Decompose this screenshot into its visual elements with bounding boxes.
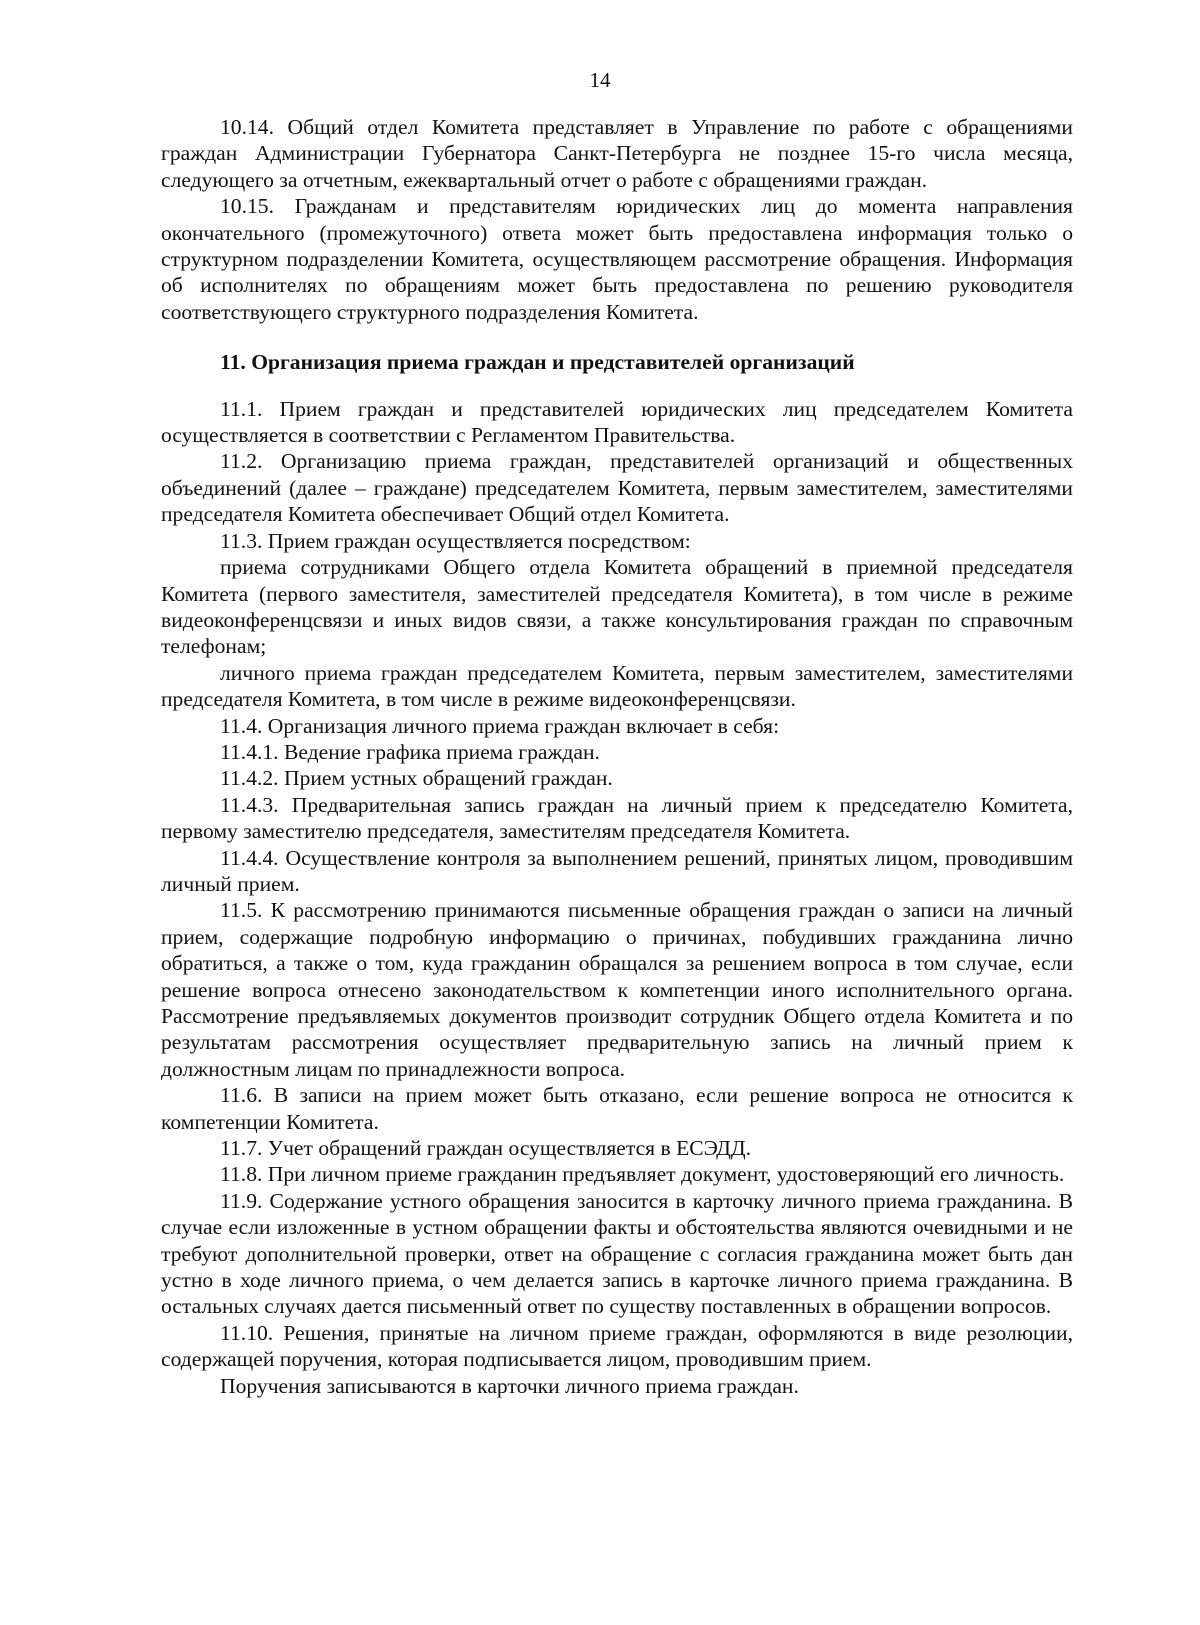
paragraph-11-2: 11.2. Организацию приема граждан, представителей организаций и общественных объединений (далее – граждане) председателем Комитета, первым заместителем, заместителями председателя Комитета обеспечивает Общий отдел Комитета. bbox=[161, 449, 1073, 527]
paragraph-11-10: 11.10. Решения, принятые на личном приеме граждан, оформляются в виде резолюции, содержащей поручения, которая подписывается лицом, проводившим прием. bbox=[161, 1320, 1073, 1372]
paragraph-11-4-2: 11.4.2. Прием устных обращений граждан. bbox=[220, 766, 613, 791]
paragraph-11-5: 11.5. К рассмотрению принимаются письменные обращения граждан о записи на личный прием, содержащие подробную информацию о причинах, побудивших гражданина лично обратиться, а также о том, куда гражданин обращался за решением вопроса в том случае, если решение вопроса отнесено законодательством к компетенции иного исполнительного органа. Рассмотрение предъявляемых документов производит сотрудник Общего отдела Комитета и по результатам рассмотрения осуществляет предварительную запись на личный прием к должностным лицам по принадлежности вопроса. bbox=[161, 898, 1073, 1081]
paragraph-11-4-1: 11.4.1. Ведение графика приема граждан. bbox=[220, 739, 600, 764]
paragraph-10-14: 10.14. Общий отдел Комитета представляет в Управление по работе с обращениями граждан Администрации Губернатора Санкт-Петербурга не позднее 15-го числа месяца, следующего за отчетным, ежеквартальный отчет о работе с обращениями граждан. bbox=[161, 115, 1073, 192]
paragraph-11-8: 11.8. При личном приеме гражданин предъявляет документ, удостоверяющий его личность. bbox=[220, 1162, 1065, 1187]
paragraph-10-15: 10.15. Гражданам и представителям юридических лиц до момента направления окончательного (промежуточного) ответа может быть предоставлена информация только о структурном подразделении Комитета, осуществляющем рассмотрение обращения. Информация об исполнителях по обращениям может быть предоставлена по решению руководителя соответствующего структурного подразделения Комитета. bbox=[161, 194, 1073, 324]
paragraph-11-3: 11.3. Прием граждан осуществляется посредством: bbox=[220, 528, 691, 553]
paragraph-11-6: 11.6. В записи на прием может быть отказано, если решение вопроса не относится к компетенции Комитета. bbox=[161, 1083, 1073, 1134]
paragraph-11-10-continuation: Поручения записываются в карточки личного приема граждан. bbox=[220, 1373, 799, 1398]
paragraph-11-1: 11.1. Прием граждан и представителей юридических лиц председателем Комитета осуществляется в соответствии с Регламентом Правительства. bbox=[161, 396, 1073, 448]
paragraph-11-4-3: 11.4.3. Предварительная запись граждан на личный прием к председателю Комитета, первому заместителю председателя, заместителям председателя Комитета. bbox=[161, 792, 1073, 844]
section-heading: 11. Организация приема граждан и представителей организаций bbox=[220, 350, 855, 375]
document-body bbox=[161, 114, 1073, 1399]
paragraph-11-9: 11.9. Содержание устного обращения заносится в карточку личного приема гражданина. В случае если изложенные в устном обращении факты и обстоятельства являются очевидными и не требуют дополнительной проверки, ответ на обращение с согласия гражданина может быть дан устно в ходе личного приема, о чем делается запись в карточке личного приема гражданина. В остальных случаях дается письменный ответ по существу поставленных в обращении вопросов. bbox=[161, 1188, 1073, 1319]
paragraph-11-4: 11.4. Организация личного приема граждан включает в себя: bbox=[220, 713, 780, 738]
paragraph-11-3-item-2: личного приема граждан председателем Комитета, первым заместителем, заместителями председателя Комитета, в том числе в режиме видеоконференцсвязи. bbox=[161, 660, 1073, 712]
paragraph-11-3-item-1: приема сотрудниками Общего отдела Комитета обращений в приемной председателя Комитета (первого заместителя, заместителей председателя Комитета), в том числе в режиме видеоконференцсвязи и иных видов связи, а также консультирования граждан по справочным телефонам; bbox=[161, 555, 1073, 659]
paragraph-11-7: 11.7. Учет обращений граждан осуществляется в ЕСЭДД. bbox=[220, 1136, 751, 1161]
paragraph-11-4-4: 11.4.4. Осуществление контроля за выполнением решений, принятых лицом, проводившим личный прием. bbox=[161, 845, 1073, 896]
page-number: 14 bbox=[589, 68, 611, 92]
